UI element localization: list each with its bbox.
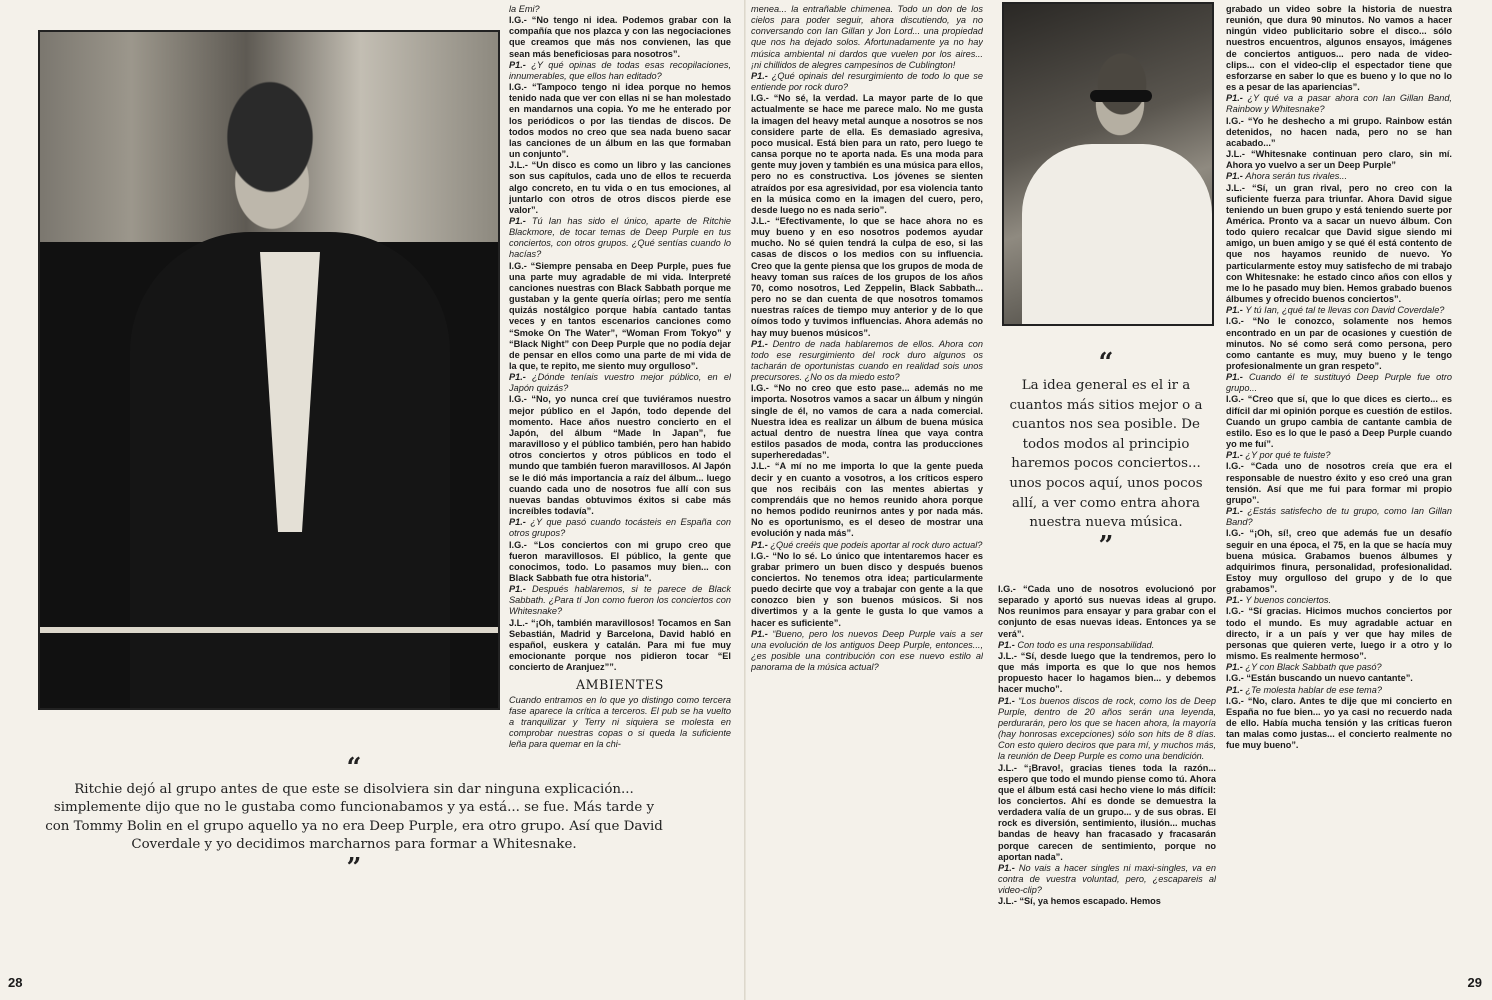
paragraph-text: “Tampoco tengo ni idea porque no hemos tenido nada que ver con ellas ni se han molestado en mandarnos una copia. Yo me he enterado por los periódicos o por las tiendas de discos. De todos modos no creo que sea nada bueno sacar las canciones de un álbum en las que formaban un conjunto”.	[509, 82, 731, 160]
page-number-left: 28	[8, 975, 23, 990]
speaker-label: I.G.-	[1226, 316, 1253, 327]
speaker-label: I.G.-	[1226, 695, 1248, 706]
speaker-label: P1.-	[998, 695, 1019, 706]
photo-stripe-shape	[40, 627, 498, 633]
answer-paragraph	[751, 93, 983, 216]
answer-paragraph	[1226, 528, 1452, 595]
question-paragraph	[751, 339, 983, 384]
question-paragraph	[509, 695, 731, 751]
answer-paragraph	[1226, 673, 1452, 684]
question-paragraph	[1226, 305, 1452, 316]
speaker-label: P1.-	[509, 59, 532, 70]
paragraph-text: “Están buscando un nuevo cantante”.	[1246, 673, 1413, 684]
answer-paragraph	[751, 383, 983, 461]
speaker-label: I.G.-	[751, 550, 773, 561]
quote-open-mark: “	[1098, 348, 1114, 378]
answer-paragraph	[509, 618, 731, 674]
photo-sunglasses-shape	[1090, 90, 1152, 102]
question-paragraph	[751, 71, 983, 93]
speaker-label: I.G.-	[751, 383, 774, 394]
paragraph-text: “Los conciertos con mi grupo creo que fueron maravillosos. El público, la gente que conocimos, todo. Lo pasamos muy bien... con Black Sabbath fue otra historia”.	[509, 539, 731, 583]
paragraph-text: ¿Estás satisfecho de tu grupo, como Ian Gillan Band?	[1226, 506, 1452, 528]
answer-paragraph	[1226, 316, 1452, 372]
speaker-label: P1.-	[751, 338, 773, 349]
paragraph-text: Después hablaremos, si te parece de Black Sabbath. ¿Para tí Jon como fueron los conciertos con Whitesnake?	[509, 584, 731, 617]
speaker-label: J.L.-	[509, 617, 531, 628]
answer-paragraph	[509, 82, 731, 160]
paragraph-text: Tú Ian has sido el único, aparte de Ritchie Blackmore, de tocar temas de Deep Purple en tus conciertos, con otros grupos. ¿Qué sentías cuando lo hacías?	[509, 215, 731, 260]
photo-jacket-shape	[1022, 144, 1212, 326]
section-heading: AMBIENTES	[575, 677, 665, 693]
paragraph-text: “A mí no me importa lo que la gente pueda decir y en cuanto a vosotros, a los críticos espero que nos recibáis con las mentes abiertas y comprendáis que no hemos reunido ahora porque no hemos podido reunirnos antes y por nada más. No es oportunismo, es el deseo de mostrar una evolución y nada más”.	[751, 461, 983, 539]
paragraph-text: “No tengo ni idea. Podemos grabar con la compañía que nos plazca y con las negociaciones que creamos que más nos convienen, las que sean más beneficiosas para nosotros”.	[509, 15, 731, 59]
right-pull-quote	[1004, 350, 1208, 559]
answer-paragraph	[1226, 116, 1452, 149]
answer-paragraph	[1226, 149, 1452, 171]
speaker-label: J.L.-	[998, 762, 1024, 773]
answer-paragraph	[751, 551, 983, 629]
right-pull-quote-text: La idea general es el ir a cuantos más sitios mejor o a cuantos nos sea posible. De todos modos al principio haremos pocos conciertos... unos pocos aquí, unos pocos allí, a ver como entra ahora nuestra nueva música.	[1009, 378, 1203, 531]
paragraph-text: “No sé, la verdad. La mayor parte de lo que actualmente se hace me parece malo. No me gusta la imagen del heavy metal aunque a nosotros se nos considere parte de ella. Es demasiado agresiva, poco musical. Está bien para un rato, pero luego te cansa porque no te aporta nada. Es una moda para gente muy joven y también es una música para ellos, pero no es constructiva. Los jóvenes se sienten atraídos por esa agresividad, por esa violencia tanto en la música como en la imagen del cuero, pero, desde luego no es nada serio”.	[751, 93, 983, 215]
paragraph-text: la Emi?	[509, 4, 540, 14]
speaker-label: J.L.-	[509, 160, 532, 171]
question-paragraph	[1226, 171, 1452, 182]
answer-paragraph	[998, 584, 1216, 640]
speaker-label: P1.-	[1226, 595, 1246, 606]
speaker-label: J.L.-	[998, 650, 1021, 661]
speaker-label: P1.-	[1226, 171, 1246, 182]
question-paragraph	[998, 863, 1216, 896]
quote-close-mark: ”	[1098, 530, 1114, 561]
answer-paragraph	[751, 216, 983, 339]
paragraph-text: “No no creo que esto pase... además no me importa. Nosotros vamos a sacar un álbum y ningún single de él, no vamos de cara a nada comercial. Nuestra idea es realizar un álbum de buena música actual dentro de nuestra línea que vaya contra estilos pasados de moda, contra las producciones superheredadas”.	[751, 383, 983, 461]
paragraph-text: “Yo he deshecho a mi grupo. Rainbow están detenidos, no hacen nada, pero no se han acabado...”	[1226, 115, 1452, 148]
speaker-label: J.L.-	[751, 215, 776, 226]
paragraph-text: ¿Te molesta hablar de ese tema?	[1245, 684, 1382, 695]
paragraph-text: “¡Oh, también maravillosos! Tocamos en San Sebastián, Madrid y Barcelona, David habló en español, euskera y catalán. Para mi fue muy emocionante porque nos pidieron tocar “El concierto de Aranjuez””.	[509, 617, 731, 673]
right-article-column-2	[998, 584, 1216, 994]
question-paragraph	[751, 629, 983, 674]
speaker-label: P1.-	[1226, 305, 1246, 316]
question-paragraph	[1226, 372, 1452, 394]
paragraph-text: “No, yo nunca creí que tuviéramos nuestro mejor público en el Japón, todo depende del momento. Hace años nuestro concierto en el Japón, del álbum “Made In Japan”, fue maravilloso y el público también, pero han habido otros conciertos y otros públicos en todo el mundo que también fueron maravillosos. Al Japón se le dió más importancia a raíz del álbum... luego cuando cada uno de nosotros fue allí con sus nuevas bandas obtuvimos éxitos si cabe más increíbles todavía”.	[509, 394, 731, 517]
speaker-label: I.G.-	[1226, 115, 1248, 126]
paragraph-text: “¡Bravo!, gracias tienes toda la razón... espero que todo el mundo piense como tú. Ahora que el álbum está casi hecho viene lo más difícil: los conciertos. Ahí es donde se demuestra la verdadera valía de un grupo... y de sus obras. El rock es diversión, sentimiento, ilusión... muchas bandas de heavy han fracasado y fracasarán porque carecen de sentimiento, porque no aportan nada”.	[998, 762, 1216, 862]
paragraph-text: Ahora serán tus rivales...	[1245, 171, 1348, 182]
paragraph-text: “Bueno, pero los nuevos Deep Purple vais a ser una evolución de los antiguos Deep Purple, entonces..., ¿es posible una contribución con ese nuevo estilo al panorama de la música actual?	[751, 628, 983, 673]
paragraph-text: ¿Y que pasó cuando tocásteis en España con otros grupos?	[509, 517, 731, 539]
paragraph-text: ¿Y qué va a pasar ahora con Ian Gillan Band, Rainbow y Whitesnake?	[1226, 93, 1452, 115]
paragraph-text: “Sí, ya hemos escapado. Hemos	[1019, 896, 1161, 907]
left-pull-quote-text: Ritchie dejó al grupo antes de que este se disolviera sin dar ninguna explicación... simplemente dijo que no le gustaba como funcionabamos y ya está... se fue. Más tarde y con Tommy Bolin en el grupo aquello ya no era Deep Purple, era otro grupo. Así que David Coverdale y yo decidimos marcharnos para formar a Whitesnake.	[45, 782, 663, 853]
speaker-label: P1.-	[509, 215, 532, 226]
paragraph-text: “No lo sé. Lo único que intentaremos hacer es grabar primero un buen disco y después buenos conciertos. No tenemos otra idea; particularmente puedo decirte que voy a trabajar con gente a la que conozco bien y son buenos músicos. Si nos divertimos y a la gente le gusta lo que vamos a hacer es suficiente”.	[751, 550, 983, 628]
speaker-label: I.G.-	[1226, 394, 1248, 405]
portrait-photo-ian-gillan	[1002, 2, 1214, 326]
speaker-label: P1.-	[751, 539, 771, 550]
question-paragraph	[509, 4, 731, 15]
speaker-label: I.G.-	[1226, 673, 1247, 684]
speaker-label: I.G.-	[1226, 461, 1251, 472]
answer-paragraph	[1226, 461, 1452, 506]
answer-paragraph	[998, 763, 1216, 863]
page-number-right: 29	[1467, 975, 1482, 990]
speaker-label: P1.-	[1226, 450, 1246, 461]
speaker-label: P1.-	[998, 639, 1018, 650]
answer-paragraph	[998, 896, 1216, 907]
answer-paragraph	[1226, 606, 1452, 662]
paragraph-text: ¿Qué opinais del resurgimiento de todo lo que se entiende por rock duro?	[751, 70, 983, 93]
answer-paragraph	[751, 461, 983, 539]
speaker-label: I.G.-	[1226, 606, 1249, 617]
speaker-label: P1.-	[509, 372, 533, 383]
paragraph-text: “Sí, desde luego que la tendremos, pero lo que más importa es que lo que nos hemos propuesto hacer lo hagamos bien... y debemos hacer mucho”.	[998, 650, 1216, 695]
paragraph-text: “Un disco es como un libro y las canciones son sus capítulos, cada uno de ellos te recuerda algo concreto, en tu vida o en tus emociones, al juntarlo con otros de otros discos pierde ese valor”.	[509, 160, 731, 215]
paragraph-text: ¿Qué creéis que podeis aportar al rock duro actual?	[770, 539, 983, 550]
speaker-label: I.G.-	[509, 15, 532, 26]
question-paragraph	[509, 584, 731, 617]
speaker-label: P1.-	[1226, 93, 1248, 104]
question-paragraph	[509, 60, 731, 82]
paragraph-text: Dentro de nada hablaremos de ellos. Ahora con todo ese resurgimiento del rock duro algunos os tacharán de oportunistas cuando en realidad sois unos precursores. ¿No os da miedo esto?	[751, 338, 983, 383]
question-paragraph	[509, 517, 731, 539]
paragraph-text: “Los buenos discos de rock, como los de Deep Purple, dentro de 20 años serán una leyenda, perdurarán, pero los que se hacen ahora, la mayoría (hay honrosas excepciones) sólo son hits de 8 días. Con esto quiero deciros que para mí, y muchos más, la reunión de Deep Purple es como una bendición.	[998, 695, 1216, 762]
paragraph-text: Con todo es una responsabilidad.	[1017, 639, 1155, 650]
speaker-label: J.L.-	[751, 461, 775, 472]
paragraph-text: “Creo que sí, que lo que dices es cierto... es difícil dar mi opinión porque es cuestión de estilos. Cuando un grupo cambia de cantante cambia de estilo. Eso es lo que le pasó a Deep Purple cuando yo me fuí”.	[1226, 394, 1452, 450]
speaker-label: P1.-	[509, 584, 533, 595]
left-article-column	[509, 4, 731, 994]
speaker-label: J.L.-	[1226, 149, 1251, 160]
answer-paragraph	[509, 261, 731, 373]
paragraph-text: ¿Y por qué te fuiste?	[1245, 450, 1331, 461]
answer-paragraph	[998, 651, 1216, 696]
question-paragraph	[1226, 595, 1452, 606]
question-paragraph	[1226, 93, 1452, 115]
paragraph-text: “Siempre pensaba en Deep Purple, pues fue una parte muy agradable de mi vida. Interpreté canciones nuestras con Black Sabbath porque me gustaban y la gente quería oírlas; pero me sentía quizás nostálgico porque había cantado tantas veces y en tantos escenarios canciones como “Smoke On The Water”, “Woman From Tokyo” y “Black Night” con Deep Purple que no podía dejar de pensar en ellos como una parte de mi vida de la que, te repito, me siento muy orgulloso”.	[509, 260, 731, 371]
speaker-label: P1.-	[509, 517, 531, 528]
answer-paragraph	[509, 160, 731, 216]
paragraph-text: ¿Y con Black Sabbath que pasó?	[1245, 662, 1382, 673]
speaker-label: P1.-	[1226, 662, 1246, 673]
speaker-label: P1.-	[751, 70, 772, 81]
speaker-label: J.L.-	[1226, 182, 1253, 193]
speaker-label: I.G.-	[751, 93, 774, 104]
paragraph-text: ¿Y qué opinas de todas esas recopilaciones, innumerables, que ellos han editado?	[509, 59, 731, 81]
paragraph-text: “Efectivamente, lo que se hace ahora no es muy bueno y en eso nosotros podemos ayudar mucho. No sé quien tendrá la culpa de eso, si las casas de discos o los medios con su influencia. Creo que la gente piensa que los grupos de moda de heavy toman sus raíces de los grupos de los años 70, como nosotros, Led Zeppelin, Black Sabbath... pero no se dan cuenta de que nosotros tomamos nuestras raíces de tiempo muy anterior y de lo que oímos todo y tuvimos influencias. Ahora además no hay muy buenos músicos”.	[751, 215, 983, 338]
right-article-column-1	[751, 4, 983, 979]
paragraph-text: grabado un video sobre la historia de nuestra reunión, que dura 90 minutos. No vamos a hacer ningún video publicitario sobre el disco... sólo nuestros encuentros, algunos ensayos, imágenes de conciertos antiguos... pero nada de video-clips... con el video-clip el espectador tiene que esforzarse en saber lo que es bueno y lo que no lo es a pesar de las apariencias”.	[1226, 4, 1452, 93]
speaker-label: I.G.-	[998, 584, 1024, 594]
paragraph-text: ¿Dónde teníais vuestro mejor público, en el Japón quizás?	[509, 372, 731, 394]
paragraph-text: “¡Oh, sí!, creo que además fue un desafío seguir en una época, el 75, en la que se hacía muy buena música. Grabamos buenos álbumes y adquirimos finura, personalidad, profesionalidad. Estoy muy orgulloso del grupo y de lo que grabamos”.	[1226, 528, 1452, 595]
speaker-label: I.G.-	[509, 394, 532, 405]
paragraph-text: “Cada uno de nosotros creía que era el responsable de nuestro éxito y eso creó una gran tensión. Así que me fui para formar mi propio grupo”.	[1226, 461, 1452, 505]
quote-open-mark: “	[346, 753, 362, 783]
paragraph-text: “Whitesnake continuan pero claro, sin mí. Ahora yo vuelvo a ser un Deep Purple”	[1226, 149, 1452, 171]
speaker-label: P1.-	[1226, 506, 1248, 517]
answer-paragraph	[509, 540, 731, 585]
right-article-column-3	[1226, 4, 1452, 994]
question-paragraph	[751, 4, 983, 71]
answer-paragraph	[509, 15, 731, 60]
question-paragraph	[751, 540, 983, 551]
speaker-label: I.G.-	[1226, 528, 1250, 539]
paragraph-text: “Cada uno de nosotros evolucionó por separado y aportó sus nuevas ideas al grupo. Nos reunimos para ensayar y para grabar con el conjunto de esas nuevas ideas. Entonces ya se verá”.	[998, 584, 1216, 639]
paragraph-text: Y buenos conciertos.	[1245, 595, 1332, 606]
paragraph-text: Cuando entramos en lo que yo distingo como tercera fase aparece la crítica a terceros. El pub se ha vuelto a tranquilizar y Terry ni siquiera se molesta en comprobar nuestras copas o si queda la suficiente leña para quemar en la chi-	[509, 694, 731, 750]
question-paragraph	[1226, 662, 1452, 673]
answer-paragraph	[1226, 183, 1452, 306]
portrait-photo-jon-lord	[38, 30, 500, 710]
paragraph-text: Y tú Ian, ¿qué tal te llevas con David Coverdale?	[1245, 305, 1445, 316]
paragraph-text: “No, claro. Antes te dije que mi concierto en España no fue bien... yo ya casi no recuerdo nada de ello. Había mucha tensión y las críticas fueron tan malas como justas... el concierto realmente no fue muy bueno”.	[1226, 695, 1452, 751]
question-paragraph	[1226, 450, 1452, 461]
paragraph-text: “Sí gracias. Hicimos muchos conciertos por todo el mundo. Es muy agradable actuar en directo, ir a un país y ver que hay miles de personas que quieren verte, luego ir a otro y lo mismo. Es realmente hermoso”.	[1226, 606, 1452, 662]
speaker-label: I.G.-	[509, 260, 531, 271]
right-page	[746, 0, 1492, 1000]
question-paragraph	[1226, 506, 1452, 528]
question-paragraph	[509, 372, 731, 394]
paragraph-text: “Sí, un gran rival, pero no creo con la suficiente fuerza para triunfar. Ahora David sigue teniendo un buen grupo y está teniendo suerte por América. Pronto va a sacar un nuevo álbum. Con todo quiero recalcar que David sigue siendo mi amigo, un buen amigo y se qué él está contento de que nos hayamos reunido de nuevo. Yo particularmente estoy muy satisfecho de mi trabajo con Whitesnake: he estado cinco años con ellos y me lo he pasado muy bien. Hemos grabado buenos álbumes y ofrecido buenos conciertos”.	[1226, 182, 1452, 305]
question-paragraph	[509, 216, 731, 261]
question-paragraph	[1226, 685, 1452, 696]
quote-close-mark: ”	[346, 852, 362, 883]
speaker-label: P1.-	[998, 862, 1019, 873]
paragraph-text: menea... la entrañable chimenea. Todo un don de los cielos para poder seguir, ahora discutiendo, ya no conversando con Ian Gillan y Jon Lord... una propiedad que nos ha dejado solos. Afortunadamente ya no hay música ambiental ni dardos que vuelen por los aires... ¡ni chillidos de alegres campesinos de Cublington!	[751, 4, 983, 70]
speaker-label: I.G.-	[509, 82, 532, 93]
speaker-label: J.L.-	[998, 896, 1020, 907]
speaker-label: I.G.-	[509, 539, 534, 550]
answer-paragraph	[1226, 696, 1452, 752]
answer-paragraph	[1226, 4, 1452, 93]
question-paragraph	[998, 640, 1216, 651]
answer-paragraph	[509, 394, 731, 517]
speaker-label: P1.-	[1226, 372, 1249, 383]
paragraph-text: No vais a hacer singles ni maxi-singles, va en contra de vuestra voluntad, pero, ¿escapareis al video-clip?	[998, 862, 1216, 896]
question-paragraph	[998, 696, 1216, 763]
paragraph-text: “No le conozco, solamente nos hemos encontrado en un par de ocasiones y cuestión de minutos. No sé como será como persona, pero como cantante es muy, muy bueno y le tengo profesionalmente un gran respeto”.	[1226, 316, 1452, 371]
paragraph-text: Cuando él te sustituyó Deep Purple fue otro grupo...	[1226, 372, 1452, 394]
speaker-label: P1.-	[1226, 684, 1246, 695]
speaker-label: P1.-	[751, 628, 773, 639]
answer-paragraph	[1226, 394, 1452, 450]
